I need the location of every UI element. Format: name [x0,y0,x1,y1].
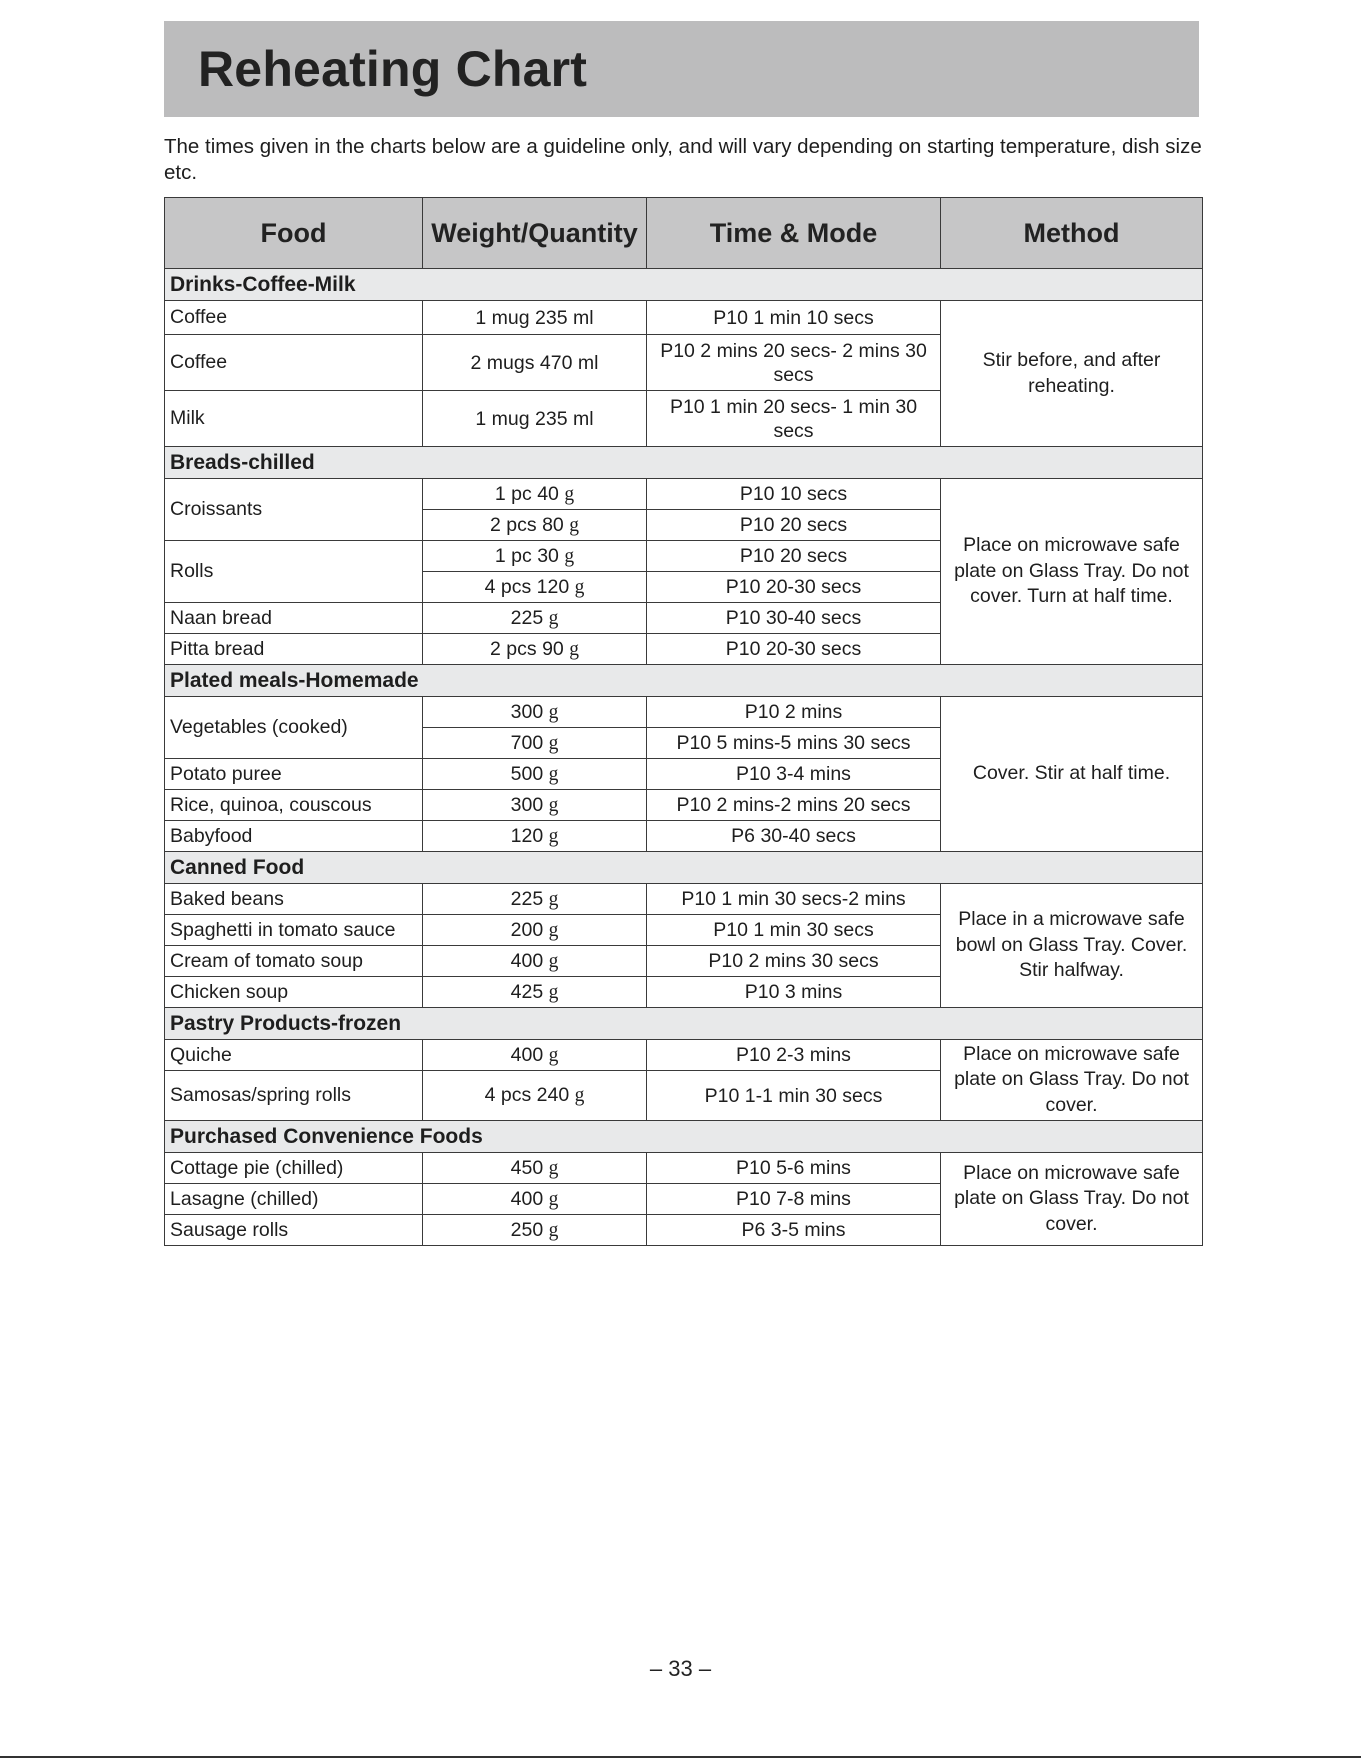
section-title: Plated meals-Homemade [165,665,1203,697]
quantity-cell: 400 g [423,1040,647,1071]
quantity-cell: 700 g [423,728,647,759]
food-cell: Cream of tomato soup [165,946,423,977]
quantity-cell: 225 g [423,884,647,915]
quantity-cell: 1 mug 235 ml [423,391,647,447]
title-banner [164,21,1199,117]
method-cell: Stir before, and after reheating. [941,301,1203,447]
time-mode-cell: P6 30-40 secs [647,821,941,852]
time-mode-cell: P10 10 secs [647,479,941,510]
time-mode-cell: P10 20-30 secs [647,634,941,665]
quantity-cell: 225 g [423,603,647,634]
section-row [165,1121,1203,1153]
unit-grams: g [548,1188,559,1210]
time-mode-cell: P10 2 mins-2 mins 20 secs [647,790,941,821]
quantity-cell: 1 mug 235 ml [423,301,647,335]
food-cell: Lasagne (chilled) [165,1184,423,1215]
method-cell: Place on microwave safe plate on Glass Tray. Do not cover. [941,1153,1203,1246]
time-mode-cell: P10 2 mins 30 secs [647,946,941,977]
quantity-cell: 200 g [423,915,647,946]
quantity-cell: 120 g [423,821,647,852]
food-cell: Cottage pie (chilled) [165,1153,423,1184]
time-mode-cell: P10 1-1 min 30 secs [647,1071,941,1121]
table-row [165,479,1203,510]
time-mode-cell: P10 30-40 secs [647,603,941,634]
section-title: Drinks-Coffee-Milk [165,269,1203,301]
quantity-cell: 400 g [423,1184,647,1215]
quantity-cell: 300 g [423,697,647,728]
time-mode-cell: P10 20 secs [647,541,941,572]
table-row [165,1153,1203,1184]
unit-grams: g [548,763,559,785]
quantity-cell: 300 g [423,790,647,821]
quantity-cell: 4 pcs 120 g [423,572,647,603]
section-title: Canned Food [165,852,1203,884]
table-row [165,884,1203,915]
table-row [165,301,1203,335]
bottom-divider [0,1756,1361,1758]
method-cell: Place in a microwave safe bowl on Glass Tray. Cover. Stir halfway. [941,884,1203,1008]
method-cell: Place on microwave safe plate on Glass Tray. Do not cover. Turn at half time. [941,479,1203,665]
time-mode-cell: P10 1 min 30 secs-2 mins [647,884,941,915]
unit-grams: g [548,701,559,723]
column-header-time: Time & Mode [647,198,941,269]
unit-grams: g [548,1044,559,1066]
food-cell: Samosas/spring rolls [165,1071,423,1121]
time-mode-cell: P6 3-5 mins [647,1215,941,1246]
food-cell: Croissants [165,479,423,541]
column-header-weight: Weight/Quantity [423,198,647,269]
section-title: Purchased Convenience Foods [165,1121,1203,1153]
time-mode-cell: P10 2-3 mins [647,1040,941,1071]
unit-grams: g [548,981,559,1003]
unit-grams: g [548,950,559,972]
unit-grams: g [548,607,559,629]
food-cell: Milk [165,391,423,447]
time-mode-cell: P10 1 min 10 secs [647,301,941,335]
unit-grams: g [548,888,559,910]
time-mode-cell: P10 3 mins [647,977,941,1008]
quantity-cell: 1 pc 40 g [423,479,647,510]
quantity-cell: 500 g [423,759,647,790]
food-cell: Pitta bread [165,634,423,665]
food-cell: Potato puree [165,759,423,790]
quantity-cell: 2 mugs 470 ml [423,335,647,391]
food-cell: Baked beans [165,884,423,915]
quantity-cell: 2 pcs 80 g [423,510,647,541]
unit-grams: g [564,483,575,505]
time-mode-cell: P10 5-6 mins [647,1153,941,1184]
section-row [165,269,1203,301]
unit-grams: g [548,1157,559,1179]
unit-grams: g [548,1219,559,1241]
time-mode-cell: P10 5 mins-5 mins 30 secs [647,728,941,759]
time-mode-cell: P10 1 min 30 secs [647,915,941,946]
time-mode-cell: P10 20 secs [647,510,941,541]
quantity-cell: 4 pcs 240 g [423,1071,647,1121]
column-header-food: Food [165,198,423,269]
time-mode-cell: P10 1 min 20 secs- 1 min 30 secs [647,391,941,447]
quantity-cell: 425 g [423,977,647,1008]
section-row [165,447,1203,479]
section-title: Breads-chilled [165,447,1203,479]
table-header-row [165,198,1203,269]
food-cell: Rice, quinoa, couscous [165,790,423,821]
food-cell: Rolls [165,541,423,603]
food-cell: Spaghetti in tomato sauce [165,915,423,946]
column-header-method: Method [941,198,1203,269]
time-mode-cell: P10 2 mins 20 secs- 2 mins 30 secs [647,335,941,391]
reheating-table [164,197,1203,1246]
table-row [165,1040,1203,1071]
table-row [165,697,1203,728]
method-cell: Cover. Stir at half time. [941,697,1203,852]
section-row [165,852,1203,884]
food-cell: Chicken soup [165,977,423,1008]
quantity-cell: 450 g [423,1153,647,1184]
page-number: – 33 – [649,1656,712,1681]
unit-grams: g [574,1085,585,1106]
quantity-cell: 400 g [423,946,647,977]
time-mode-cell: P10 3-4 mins [647,759,941,790]
unit-grams: g [548,794,559,816]
quantity-cell: 1 pc 30 g [423,541,647,572]
food-cell: Vegetables (cooked) [165,697,423,759]
food-cell: Sausage rolls [165,1215,423,1246]
time-mode-cell: P10 2 mins [647,697,941,728]
page-title: Reheating Chart [198,41,588,97]
unit-grams: g [574,576,585,598]
food-cell: Babyfood [165,821,423,852]
section-row [165,665,1203,697]
food-cell: Coffee [165,301,423,335]
unit-grams: g [548,732,559,754]
section-row [165,1008,1203,1040]
time-mode-cell: P10 7-8 mins [647,1184,941,1215]
unit-grams: g [548,825,559,847]
quantity-cell: 250 g [423,1215,647,1246]
intro-text: The times given in the charts below are a guideline only, and will vary depending on starting temperature, dish size etc. [164,135,1202,184]
section-title: Pastry Products-frozen [165,1008,1203,1040]
unit-grams: g [548,919,559,941]
method-cell: Place on microwave safe plate on Glass Tray. Do not cover. [941,1040,1203,1121]
quantity-cell: 2 pcs 90 g [423,634,647,665]
unit-grams: g [564,545,575,567]
time-mode-cell: P10 20-30 secs [647,572,941,603]
food-cell: Coffee [165,335,423,391]
unit-grams: g [569,638,579,660]
food-cell: Quiche [165,1040,423,1071]
unit-grams: g [569,514,579,536]
food-cell: Naan bread [165,603,423,634]
